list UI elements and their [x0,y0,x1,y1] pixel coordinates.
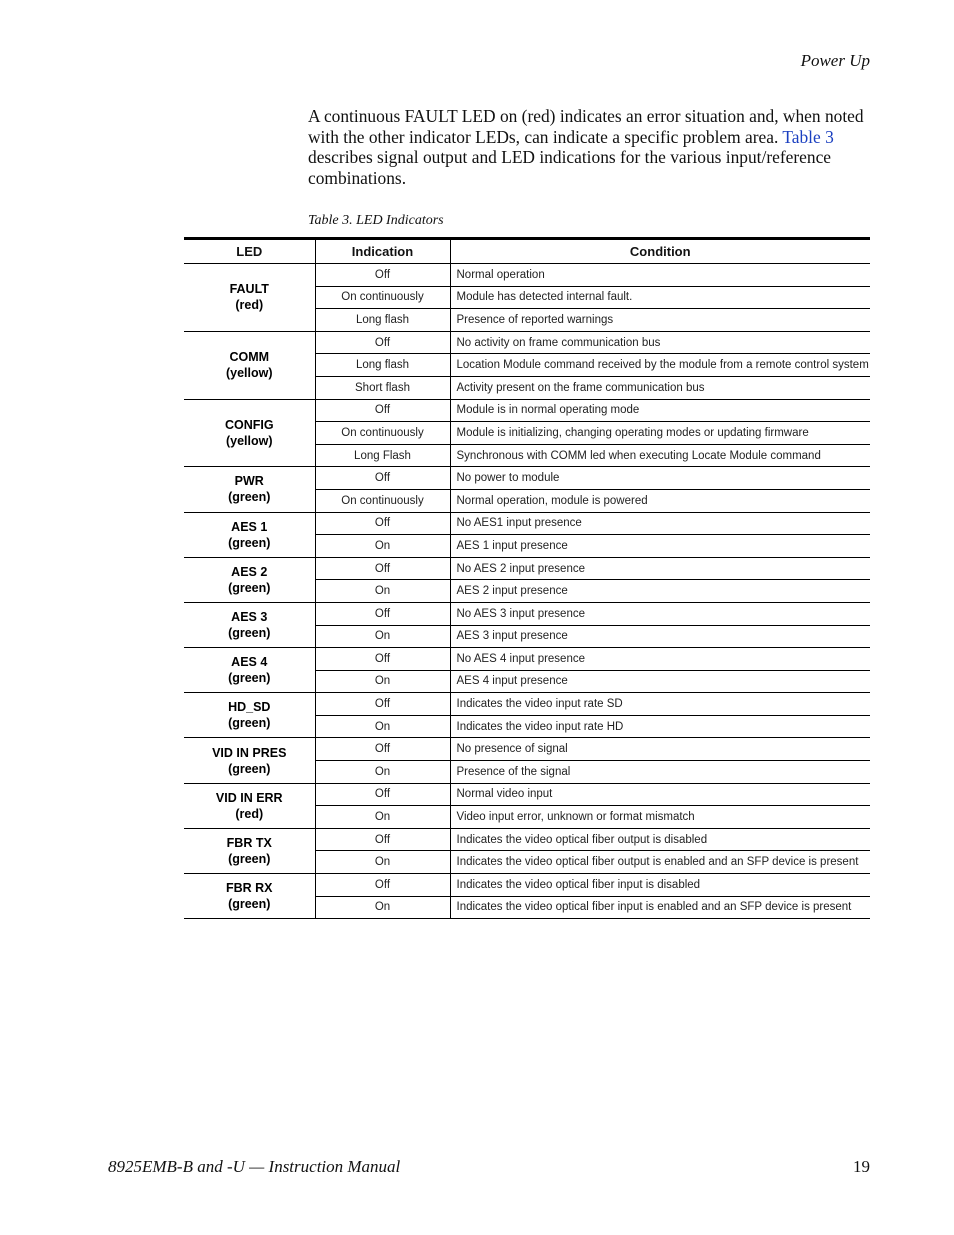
indication-cell: On continuously [315,422,450,445]
indication-cell: On [315,715,450,738]
led-name-cell [184,557,315,602]
condition-cell: Normal operation [450,264,870,287]
condition-cell: No activity on frame communication bus [450,331,870,354]
condition-cell: AES 4 input presence [450,670,870,693]
indication-cell: Off [315,512,450,535]
led-name: HD_SD [228,700,271,715]
condition-cell: Presence of reported warnings [450,309,870,332]
table-row [184,693,870,716]
condition-cell: Activity present on the frame communication bus [450,376,870,399]
condition-cell: No power to module [450,467,870,490]
table-row [184,557,870,580]
condition-cell: Video input error, unknown or format mismatch [450,806,870,829]
led-name: AES 3 [231,610,268,624]
led-name: AES 2 [231,564,268,579]
table-body [184,264,870,919]
condition-cell: AES 2 input presence [450,580,870,603]
indication-cell: Off [315,874,450,897]
indication-cell: Off [315,828,450,851]
indication-cell: On [315,625,450,648]
table-row [184,602,870,625]
condition-cell: No AES 4 input presence [450,648,870,671]
indication-cell: On [315,851,450,874]
indication-cell: Short flash [315,376,450,399]
led-name: CONFIG [224,417,274,432]
indication-cell: On continuously [315,286,450,309]
led-color: (yellow) [225,433,273,448]
running-header: Power Up [800,51,870,70]
table-row [184,828,870,851]
condition-cell: Indicates the video input rate HD [450,715,870,738]
footer-manual-title: 8925EMB-B and -U — Instruction Manual [108,1157,401,1176]
condition-cell: AES 3 input presence [450,625,870,648]
led-color: (green) [228,761,271,776]
led-name: COMM [229,350,270,365]
led-name: PWR [234,474,264,489]
table-row [184,331,870,354]
indication-cell: Off [315,602,450,625]
led-color: (green) [228,580,271,595]
led-name-cell [184,783,315,828]
led-name: FAULT [229,282,269,297]
table-header-row [184,239,870,264]
led-color: (green) [228,535,271,550]
led-name-cell [184,738,315,783]
indication-cell: Long flash [315,354,450,377]
condition-cell: Module has detected internal fault. [450,286,870,309]
table-row [184,399,870,422]
indication-cell: Off [315,738,450,761]
led-color: (red) [235,806,264,821]
condition-cell: No presence of signal [450,738,870,761]
condition-cell: No AES 3 input presence [450,602,870,625]
led-name-cell [184,602,315,647]
led-color: (green) [228,851,271,866]
table-row [184,648,870,671]
indication-cell: On [315,580,450,603]
indication-cell: Off [315,693,450,716]
led-name: FBR RX [225,881,273,896]
page-number: 19 [853,1157,870,1176]
led-name-cell [184,399,315,467]
indication-cell: On [315,535,450,558]
intro-text-start: A continuous FAULT LED on (red) indicates an error situation and, when noted with the other indicator LEDs, can indicate a specific problem area. [308,106,864,147]
led-color: (green) [228,490,271,505]
led-name-cell [184,874,315,919]
header-condition: Condition [450,239,870,264]
table-row [184,512,870,535]
table-row [184,874,870,897]
led-color: (yellow) [225,366,273,381]
led-color: (green) [228,626,271,640]
led-name-cell [184,331,315,399]
condition-cell: Indicates the video input rate SD [450,693,870,716]
indication-cell: On [315,761,450,784]
led-name-cell [184,512,315,557]
led-name-cell [184,264,315,332]
condition-cell: Normal video input [450,783,870,806]
table-row [184,264,870,287]
indication-cell: Long flash [315,309,450,332]
indication-cell: On [315,670,450,693]
led-name-cell [184,828,315,873]
intro-paragraph [308,106,874,188]
led-name: AES 4 [231,655,268,670]
condition-cell: Indicates the video optical fiber output is disabled [450,828,870,851]
led-indicators-table [184,237,870,919]
condition-cell: Indicates the video optical fiber input is enabled and an SFP device is present [450,896,870,919]
led-color: (green) [228,897,271,912]
table-row [184,467,870,490]
indication-cell: On [315,896,450,919]
condition-cell: No AES1 input presence [450,512,870,535]
indication-cell: Off [315,783,450,806]
led-color: (red) [235,298,264,313]
header-indication: Indication [315,239,450,264]
table-row [184,783,870,806]
indication-cell: Off [315,264,450,287]
led-name-cell [184,467,315,512]
condition-cell: Indicates the video optical fiber output is enabled and an SFP device is present [450,851,870,874]
condition-cell: Module is initializing, changing operating modes or updating firmware [450,422,870,445]
led-color: (green) [228,671,271,686]
indication-cell: On [315,806,450,829]
table-row [184,738,870,761]
condition-cell: Indicates the video optical fiber input is disabled [450,874,870,897]
led-name: VID IN ERR [215,790,283,805]
indication-cell: Off [315,331,450,354]
led-name: VID IN PRES [212,745,287,760]
condition-cell: Normal operation, module is powered [450,489,870,512]
condition-cell: Module is in normal operating mode [450,399,870,422]
indication-cell: Off [315,399,450,422]
header-led: LED [184,239,315,264]
indication-cell: On continuously [315,489,450,512]
indication-cell: Long Flash [315,444,450,467]
condition-cell: Synchronous with COMM led when executing Locate Module command [450,444,870,467]
condition-cell: Presence of the signal [450,761,870,784]
led-name: AES 1 [231,519,268,534]
indication-cell: Off [315,557,450,580]
indication-cell: Off [315,467,450,490]
condition-cell: Location Module command received by the module from a remote control system [450,354,870,377]
led-color: (green) [228,716,271,731]
condition-cell: AES 1 input presence [450,535,870,558]
condition-cell: No AES 2 input presence [450,557,870,580]
led-name-cell [184,648,315,693]
table-caption: Table 3. LED Indicators [308,213,444,228]
table-3-link[interactable]: Table 3 [782,126,834,147]
indication-cell: Off [315,648,450,671]
led-name-cell [184,693,315,738]
intro-text-end: describes signal output and LED indications for the various input/reference combinations. [308,147,832,188]
led-name: FBR TX [226,835,272,850]
